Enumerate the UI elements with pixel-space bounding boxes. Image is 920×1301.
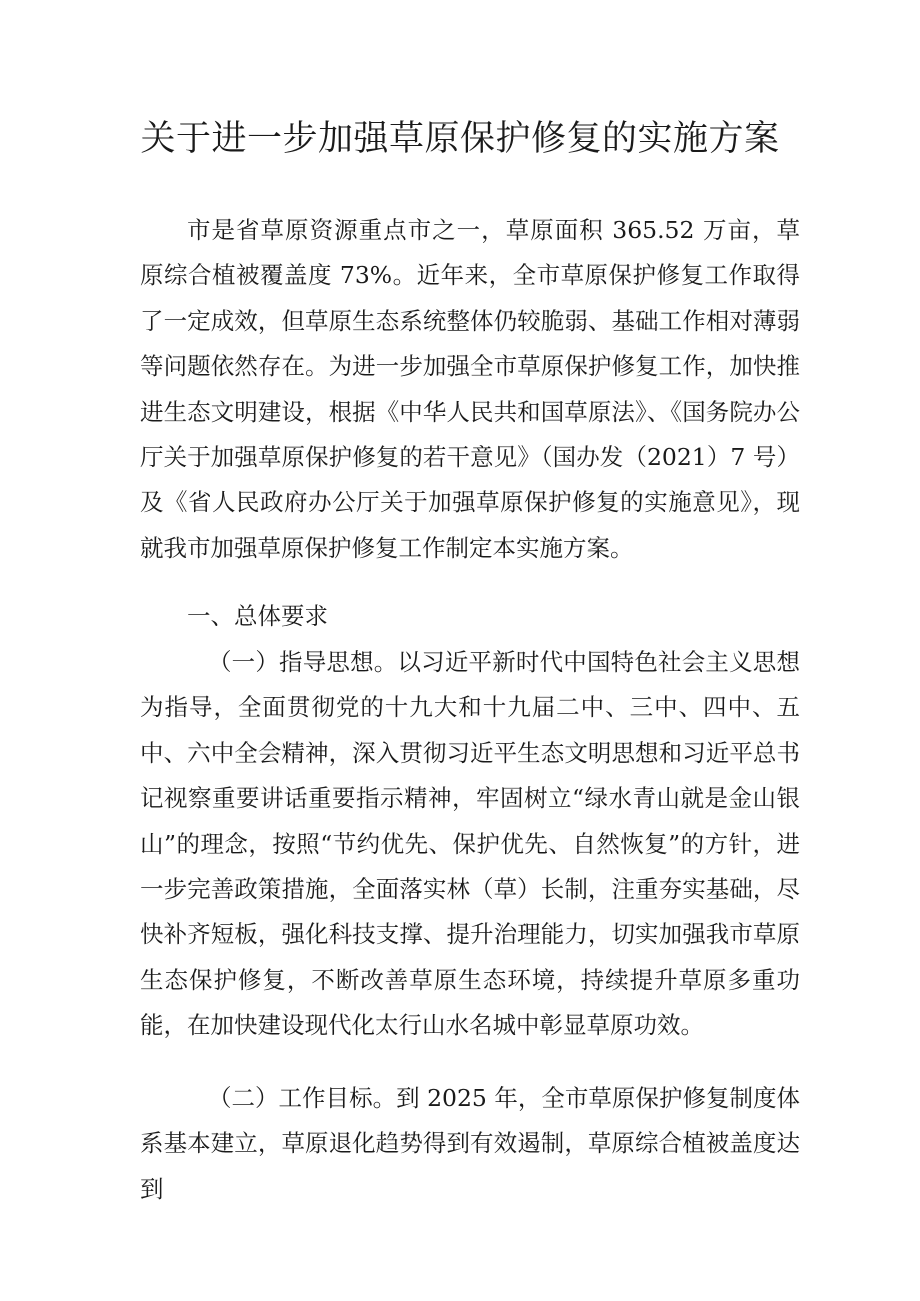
work-goals-paragraph: （二）工作目标。到 2025 年，全市草原保护修复制度体系基本建立，草原退化趋势得到有效遏制，草原综合植被盖度达到: [140, 1084, 800, 1203]
section-heading-general-requirements: 一、总体要求: [187, 602, 328, 630]
intro-paragraph: 市是省草原资源重点市之一，草原面积 365.52 万亩，草原综合植被覆盖度 73%。近年来，全市草原保护修复工作取得了一定成效，但草原生态系统整体仍较脆弱、基础工作相对薄弱等问题依然存在。为进一步加强全市草原保护修复工作，加快推进生态文明建设，根据《中华人民共和国草原法》、《国务院办公厅关于加强草原保护修复的若干意见》（国办发（2021）7 号）及《省人民政府办公厅关于加强草原保护修复的实施意见》，现就我市加强草原保护修复工作制定本实施方案。: [140, 216, 800, 562]
document-title: 关于进一步加强草原保护修复的实施方案: [140, 119, 780, 159]
guiding-thought-paragraph: （一）指导思想。以习近平新时代中国特色社会主义思想为指导，全面贯彻党的十九大和十九届二中、三中、四中、五中、六中全会精神，深入贯彻习近平生态文明思想和习近平总书记视察重要讲话重要指示精神，牢固树立“绿水青山就是金山银山”的理念，按照“节约优先、保护优先、自然恢复”的方针，进一步完善政策措施，全面落实林（草）长制，注重夯实基础，尽快补齐短板，强化科技支撑、提升治理能力，切实加强我市草原生态保护修复，不断改善草原生态环境，持续提升草原多重功能，在加快建设现代化太行山水名城中彰显草原功效。: [140, 648, 800, 1040]
